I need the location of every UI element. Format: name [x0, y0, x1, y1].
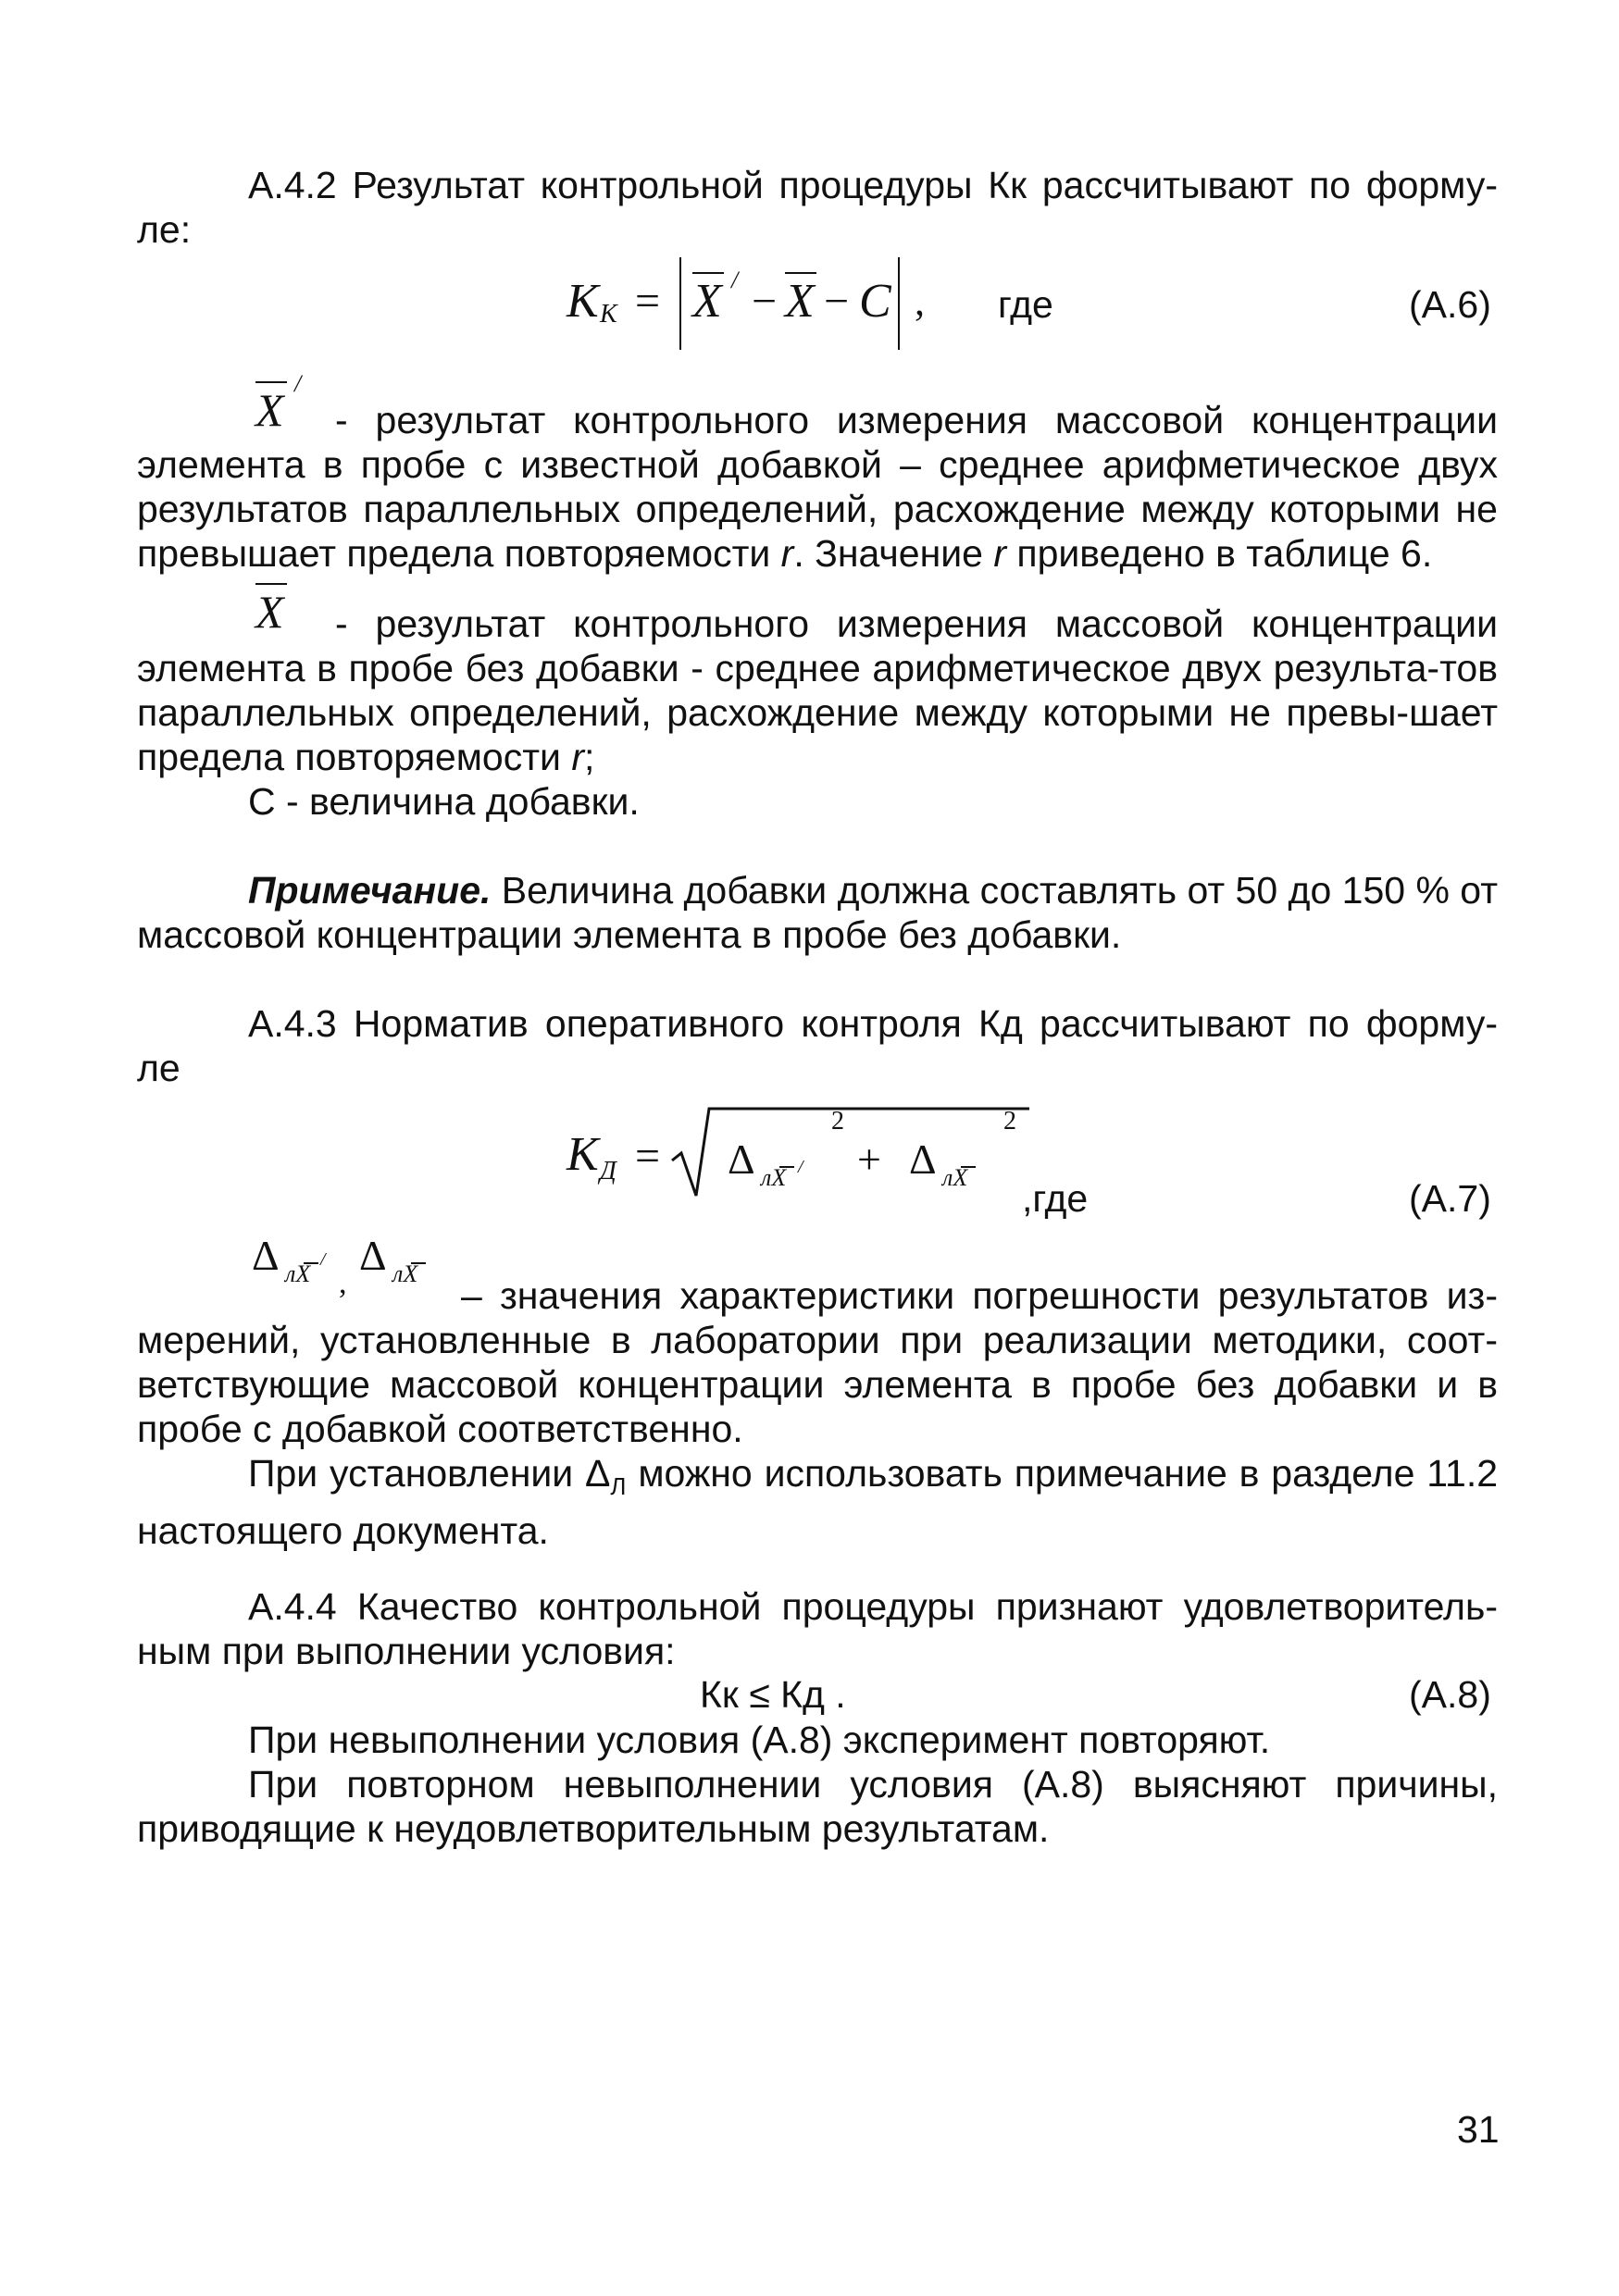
page-number: 31 — [1457, 2108, 1500, 2151]
formula6-where: где — [998, 283, 1053, 326]
formula7-plus: + — [857, 1136, 881, 1183]
formula6-prime: / — [731, 267, 739, 293]
formula7-delta2: Δ — [909, 1136, 937, 1183]
formula7-k: K — [567, 1128, 599, 1181]
formula6-minus1: − — [752, 277, 778, 326]
formula7-sub1: лX — [761, 1164, 787, 1191]
equation-number-a7: (А.7) — [1409, 1177, 1491, 1220]
formula6-c: C — [859, 275, 891, 328]
formula7-where: ,где — [1022, 1177, 1089, 1220]
note-paragraph: Примечание. Величина добавки должна составлять от 50 до 150 % от массовой концентрации элемента в пробе без добавки. — [137, 869, 1498, 956]
delta-sub2: лX — [392, 1260, 418, 1287]
formula6-eq: = — [635, 277, 661, 326]
abs-bar-left — [679, 257, 681, 350]
formula7-exp1: 2 — [831, 1107, 844, 1136]
def-xprime-body: элемента в пробе с известной добавкой – среднее арифметическое двух результатов параллельных определений, расхождение между которыми не превышает предела повторяемости r. Значение r приведено в таблице 6. — [137, 443, 1498, 575]
formula6-x2: X — [785, 275, 815, 328]
def-delta-body: мерений, установленные в лаборатории при реализации методики, соот-ветствующие массовой концентрации элемента в пробе без добавки и в пробе с добавкой соответственно. — [137, 1319, 1498, 1450]
delta-sub1: лX — [285, 1260, 311, 1287]
def-x-symbol: X — [255, 586, 284, 638]
delta-comma: , — [339, 1266, 347, 1300]
formula6-sub: K — [600, 300, 617, 329]
section-a44-p1: При невыполнении условия (А.8) эксперимент повторяют. — [248, 1719, 1271, 1761]
delta-note-paragraph: При установлении $\Delta_Л$ можно использовать примечание в разделе 11.2 настоящего документа. — [137, 1452, 1499, 1553]
formula7-sub: Д — [600, 1157, 616, 1185]
formula7-prime: / — [798, 1157, 803, 1177]
sqrt-sign-icon — [670, 1099, 1031, 1201]
section-a43-line2: ле — [137, 1047, 181, 1089]
def-delta-first-line: – значения характеристики погрешности результатов из- — [461, 1274, 1498, 1317]
formula6-comma: , — [915, 279, 925, 324]
delta-sym1: Δ — [252, 1232, 280, 1279]
equation-number-a8: (А.8) — [1409, 1673, 1491, 1716]
formula7-exp2: 2 — [1003, 1107, 1016, 1136]
formula6-minus2: − — [824, 277, 850, 326]
condition-a8: Кк ≤ Кд . — [700, 1673, 846, 1716]
def-x-body: элемента в пробе без добавки - среднее арифметическое двух результа-тов параллельных определений, расхождение между которыми не превы-шает предела повторяемости r; — [137, 647, 1498, 778]
equation-number-a6: (А.6) — [1409, 283, 1491, 326]
def-xprime-symbol: X — [255, 384, 284, 436]
formula7-sub2: лX — [942, 1164, 968, 1191]
def-xprime-first-line: - результат контрольного измерения массовой концентрации — [335, 399, 1498, 441]
def-x-first-line: - результат контрольного измерения массовой концентрации — [335, 602, 1498, 645]
section-a43-line1: А.4.3 Норматив оперативного контроля Кд рассчитывают по форму- — [248, 1002, 1498, 1045]
def-xprime-prime: / — [294, 370, 302, 397]
formula7-delta1: Δ — [728, 1136, 755, 1183]
section-a42-line1: А.4.2 Результат контрольной процедуры Кк рассчитывают по форму- — [248, 164, 1498, 206]
abs-bar-right — [898, 257, 900, 350]
delta-sym2: Δ — [359, 1232, 387, 1279]
def-c: С - величина добавки. — [248, 780, 640, 823]
formula6-x1: X — [692, 275, 722, 328]
section-a44-p2: При повторном невыполнении условия (А.8) выясняют причины, приводящие к неудовлетворительным результатам. — [137, 1763, 1498, 1850]
delta-prime: / — [320, 1249, 326, 1270]
section-a42-line2: ле: — [137, 208, 192, 251]
formula6-k: K — [567, 275, 599, 328]
formula7-eq: = — [635, 1132, 661, 1181]
section-a44: А.4.4 Качество контрольной процедуры признают удовлетворитель-ным при выполнении условия: — [137, 1585, 1498, 1672]
